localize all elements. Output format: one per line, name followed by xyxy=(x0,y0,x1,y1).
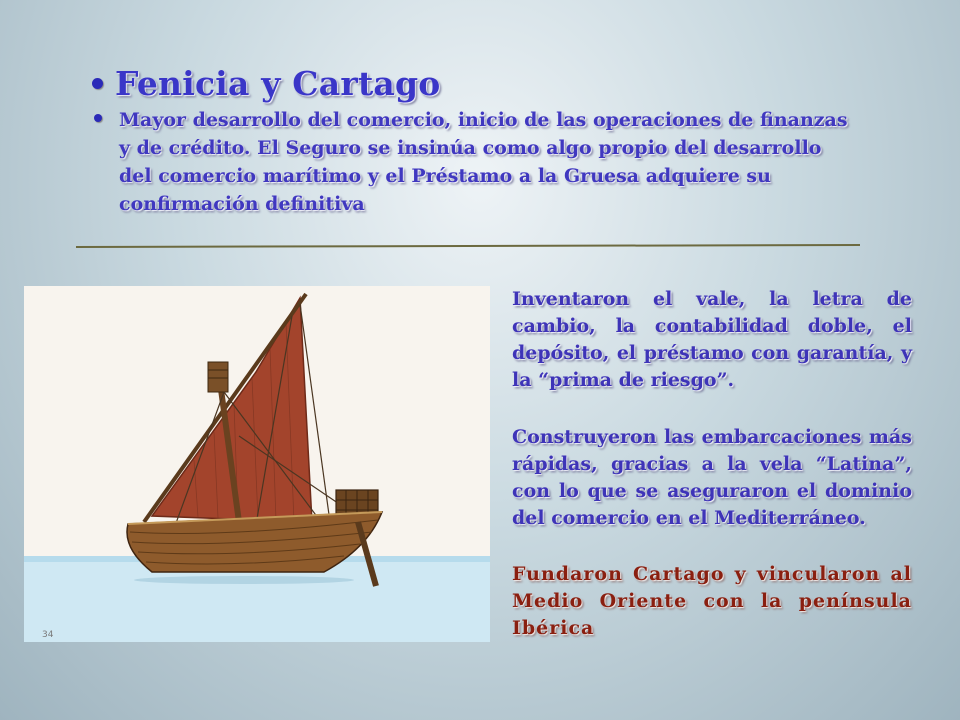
ship-drawing xyxy=(24,286,490,642)
ships-paragraph: Construyeron las embarcaciones más rápidas, gracias a la vela “Latina”, con lo que se aseguraron el dominio del comercio en el Mediterráneo. xyxy=(512,426,912,529)
crows-nest xyxy=(208,362,228,392)
bullet-dot xyxy=(94,114,102,122)
page-number: 34 xyxy=(42,630,54,640)
inventions-paragraph: Inventaron el vale, la letra de cambio, la contabilidad doble, el depósito, el préstamo con garantía, y la “prima de riesgo”. xyxy=(512,288,912,391)
intro-row xyxy=(88,104,858,218)
divider-line xyxy=(76,244,860,248)
heading-block xyxy=(88,64,858,218)
carthage-paragraph: Fundaron Cartago y vincularon al Medio Oriente con la península Ibérica xyxy=(512,563,912,639)
ship-illustration xyxy=(24,286,490,642)
slide-title: Fenicia y Cartago xyxy=(115,64,441,103)
reflection xyxy=(134,576,354,584)
bullet-dot xyxy=(92,78,103,89)
title-row xyxy=(88,64,858,104)
intro-text: Mayor desarrollo del comercio, inicio de las operaciones de finanzas y de crédito. El Seguro se insinúa como algo propio del desarrollo del comercio marítimo y el Préstamo a la Gruesa adquiere su confirmación definitiva xyxy=(119,109,848,215)
